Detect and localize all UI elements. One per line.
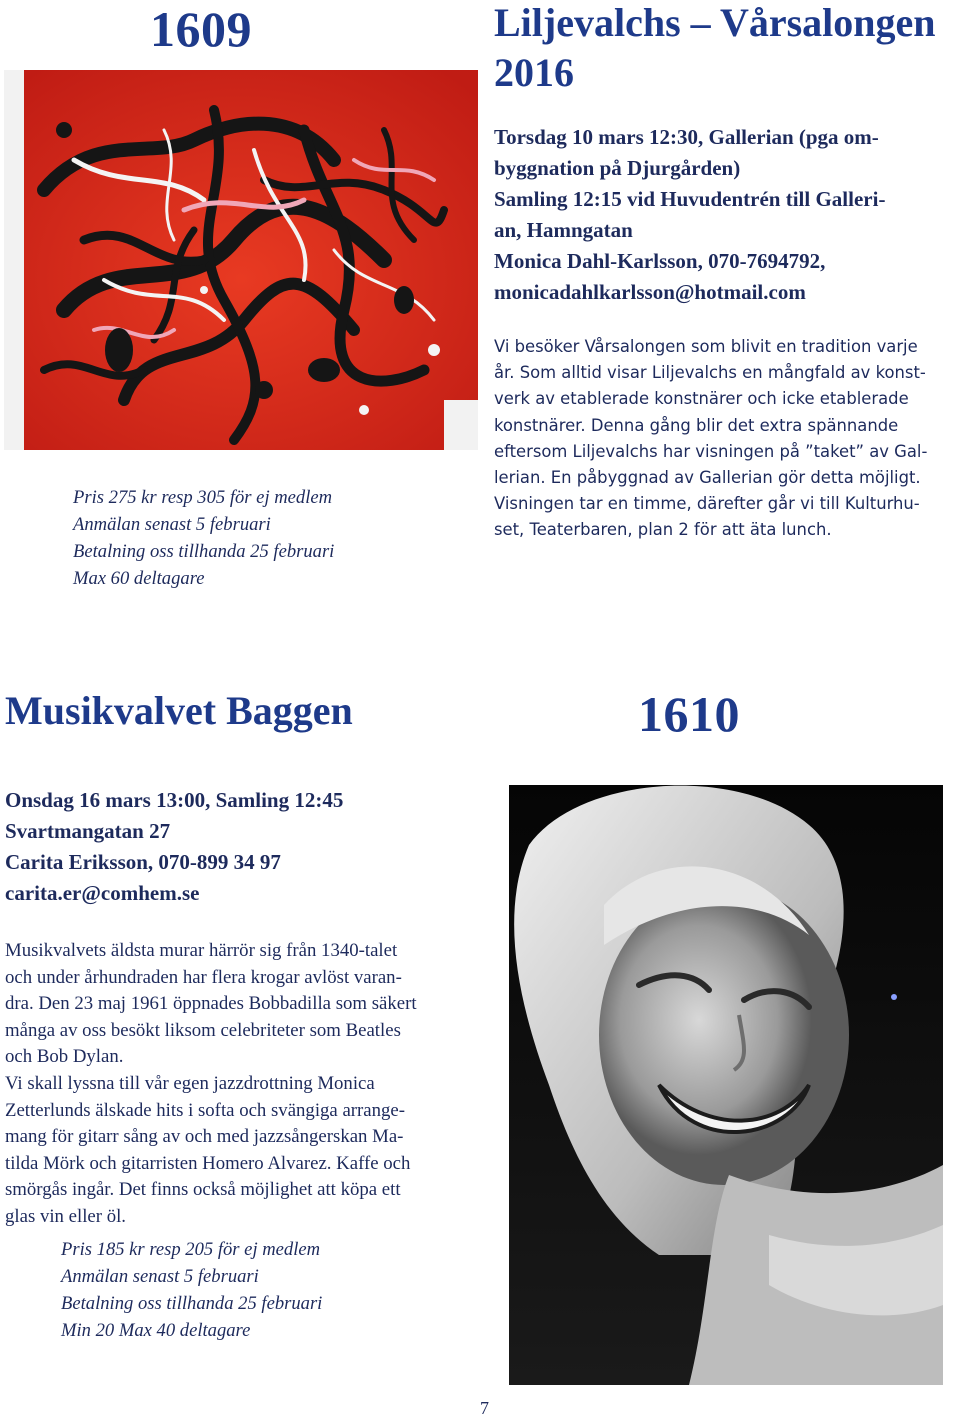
event-number: 1609 (150, 1, 252, 57)
detail-line: Monica Dahl-Karlsson, 070-7694792, (494, 249, 826, 273)
page-number: 7 (480, 1398, 489, 1418)
description-line: Vi besöker Vårsalongen som blivit en tradition varje (494, 337, 918, 356)
info-line: Anmälan senast 5 februari (61, 1266, 259, 1287)
description-line: verk av etablerade konstnärer och icke etablerade (494, 389, 909, 409)
info-line: Pris 185 kr resp 205 för ej medlem (61, 1239, 321, 1260)
description-line: Musikvalvets äldsta murar härrör sig från 1340-talet (5, 940, 398, 961)
detail-line: Samling 12:15 vid Huvudentrén till Galleri- (494, 187, 886, 211)
event-info (61, 1236, 322, 1344)
detail-line: carita.er@comhem.se (5, 881, 200, 905)
detail-line: monicadahlkarlsson@hotmail.com (494, 280, 806, 304)
detail-line: an, Hamngatan (494, 218, 633, 242)
event-title-line: Liljevalchs – Vårsalongen (494, 0, 936, 45)
description-line: dra. Den 23 maj 1961 öppnades Bobbadilla som säkert (5, 993, 417, 1015)
event-number: 1610 (638, 686, 740, 742)
description-line: år. Som alltid visar Liljevalchs en mångfald av konst- (494, 363, 926, 383)
event-title-line: 2016 (494, 50, 574, 95)
description-line: Visningen tar en timme, därefter går vi till Kulturhu- (494, 494, 920, 514)
description-line: smörgås ingår. Det finns också möjlighet att köpa ett (5, 1179, 401, 1201)
description-line: set, Teaterbaren, plan 2 för att äta lunch. (494, 520, 832, 540)
info-line: Anmälan senast 5 februari (73, 514, 271, 535)
description-line: eftersom Liljevalchs har visningen på ”taket” av Gal- (494, 441, 928, 461)
event-details (5, 785, 343, 909)
description-line: och Bob Dylan. (5, 1046, 124, 1068)
info-line: Betalning oss tillhanda 25 februari (61, 1293, 323, 1314)
event-description (494, 334, 927, 544)
description-line: och under århundraden har flera krogar avlöst varan- (5, 966, 402, 988)
description-line: mang för gitarr sång av och med jazzsångerskan Ma- (5, 1126, 404, 1148)
portrait-photo-image (509, 785, 943, 1385)
painting-artwork (4, 70, 478, 450)
description-line: Vi skall lyssna till vår egen jazzdrottning Monica (5, 1072, 375, 1094)
description-line: lerian. En påbyggnad av Gallerian gör detta möjligt. (494, 468, 921, 488)
event-info (73, 484, 334, 592)
event-title (494, 0, 936, 98)
description-line: glas vin eller öl. (5, 1205, 127, 1227)
description-line: konstnärer. Denna gång blir det extra spännande (494, 415, 899, 435)
event-details (494, 122, 885, 308)
abstract-painting-image (4, 70, 478, 450)
detail-line: Carita Eriksson, 070-899 34 97 (5, 850, 281, 874)
info-line: Pris 275 kr resp 305 för ej medlem (73, 487, 333, 508)
description-line: Zetterlunds älskade hits i softa och svängiga arrange- (5, 1099, 406, 1121)
info-line: Betalning oss tillhanda 25 februari (73, 541, 335, 562)
event-title: Musikvalvet Baggen (5, 688, 353, 733)
detail-line: Svartmangatan 27 (5, 819, 171, 843)
description-line: tilda Mörk och gitarristen Homero Alvarez. Kaffe och (5, 1152, 411, 1174)
detail-line: Onsdag 16 mars 13:00, Samling 12:45 (5, 788, 344, 812)
event-description (5, 938, 417, 1231)
detail-line: byggnation på Djurgården) (494, 156, 741, 180)
portrait-artwork (509, 785, 943, 1385)
info-line: Min 20 Max 40 deltagare (61, 1320, 251, 1341)
detail-line: Torsdag 10 mars 12:30, Gallerian (pga om- (494, 125, 879, 149)
info-line: Max 60 deltagare (73, 568, 205, 589)
description-line: många av oss besökt liksom celebriteter som Beatles (5, 1019, 401, 1041)
